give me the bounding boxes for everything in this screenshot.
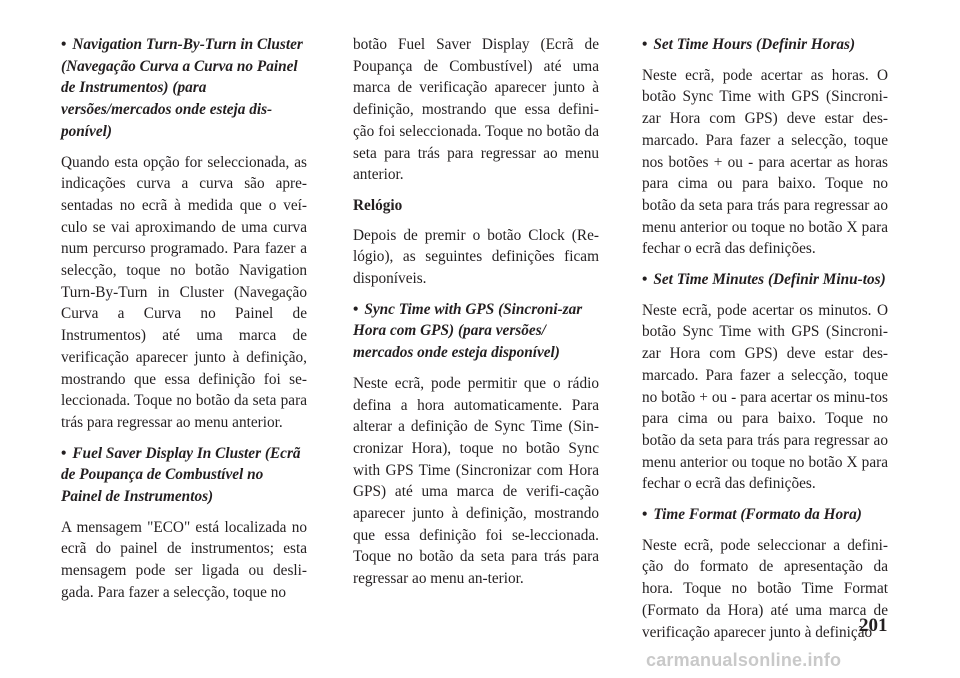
watermark: carmanualsonline.info <box>646 650 842 670</box>
bullet-item-text: Sync Time with GPS (Sincroni-zar Hora com GPS) (para versões/ mercados onde esteja disponível) <box>353 300 583 362</box>
bullet-item-set-time-hours <box>642 34 888 56</box>
body-paragraph: Quando esta opção for seleccionada, as indicações curva a curva são apre-sentadas no ecrã à medida que o veí-culo se vai aproximando de uma curva num percurso programado. Para fazer a selecção, toque no botão Navigation Turn-By-Turn in Cluster (Navegação Curva a Curva no Painel de Instrumentos) até uma marca de verificação aparecer junto à definição, mostrando que essa definição foi se-leccionada. Toque no botão da seta para trás para regressar ao menu anterior. <box>61 153 307 431</box>
body-paragraph: botão Fuel Saver Display (Ecrã de Poupança de Combustível) até uma marca de verificação aparecer junto à definição, mostrando que essa defini-ção foi seleccionada. Toque no botão da seta para trás para regressar ao menu anterior. <box>353 36 599 184</box>
bullet-icon: • <box>61 444 67 462</box>
body-paragraph: Depois de premir o botão Clock (Re-lógio), as seguintes definições ficam disponíveis. <box>353 226 599 288</box>
body-paragraph: A mensagem "ECO" está localizada no ecrã do painel de instrumentos; esta mensagem pode ser ligada ou desli-gada. Para fazer a selecção, toque no <box>61 518 307 601</box>
body-paragraph: Neste ecrã, pode acertar os minutos. O botão Sync Time with GPS (Sincroni-zar Hora com GPS) deve estar des-marcado. Para fazer a selecção, toque no botão + ou - para acertar os minu-tos para cima ou para baixo. Toque no botão da seta para trás para regressar ao menu anterior ou toque no botão X para fechar o ecrã das definições. <box>642 301 888 493</box>
bullet-item-text: Navigation Turn-By-Turn in Cluster (Navegação Curva a Curva no Painel de Instrumentos) (para versões/mercados onde esteja dis-ponível) <box>61 36 303 140</box>
bullet-icon: • <box>642 506 648 524</box>
bullet-item-navigation-turn-by-turn <box>61 34 307 143</box>
bullet-item-fuel-saver-display <box>61 443 307 508</box>
bullet-icon: • <box>642 36 648 53</box>
bullet-icon: • <box>61 36 67 53</box>
bullet-icon: • <box>642 271 648 289</box>
body-paragraph: Neste ecrã, pode permitir que o rádio defina a hora automaticamente. Para alterar a definição de Sync Time (Sin-cronizar Hora), toque no botão Sync with GPS Time (Sincronizar com Hora GPS) até uma marca de verifi-cação aparecer junto à definição, mostrando que essa definição foi se-leccionada. Toque no botão da seta para trás para regressar ao menu an-terior. <box>353 374 599 588</box>
section-heading-clock: Relógio <box>353 196 403 214</box>
bullet-item-time-format <box>642 504 888 526</box>
bullet-item-text: Set Time Minutes (Definir Minu-tos) <box>653 271 886 289</box>
text-column-middle <box>353 34 599 599</box>
bullet-icon: • <box>353 300 359 318</box>
bullet-item-text: Time Format (Formato da Hora) <box>653 506 862 524</box>
page-number: 201 <box>859 615 888 636</box>
bullet-item-sync-time-gps <box>353 299 599 364</box>
bullet-item-set-time-minutes <box>642 269 888 291</box>
body-paragraph: Neste ecrã, pode seleccionar a defini-ção do formato de apresentação da hora. Toque no botão Time Format (Formato da Hora) até uma marca de verificação aparecer junto à definição <box>642 536 888 641</box>
text-column-right <box>642 34 888 652</box>
bullet-item-text: Set Time Hours (Definir Horas) <box>653 36 856 53</box>
bullet-item-text: Fuel Saver Display In Cluster (Ecrã de Poupança de Combustível no Painel de Instrumentos) <box>61 444 301 506</box>
body-paragraph: Neste ecrã, pode acertar as horas. O botão Sync Time with GPS (Sincroni-zar Hora com GPS) deve estar des-marcado. Para fazer a selecção, toque nos botões + ou - para acertar as horas para cima ou para baixo. Toque no botão da seta para trás para regressar ao menu anterior ou toque no botão X para fechar o ecrã das definições. <box>642 66 888 258</box>
text-column-left <box>61 34 307 613</box>
